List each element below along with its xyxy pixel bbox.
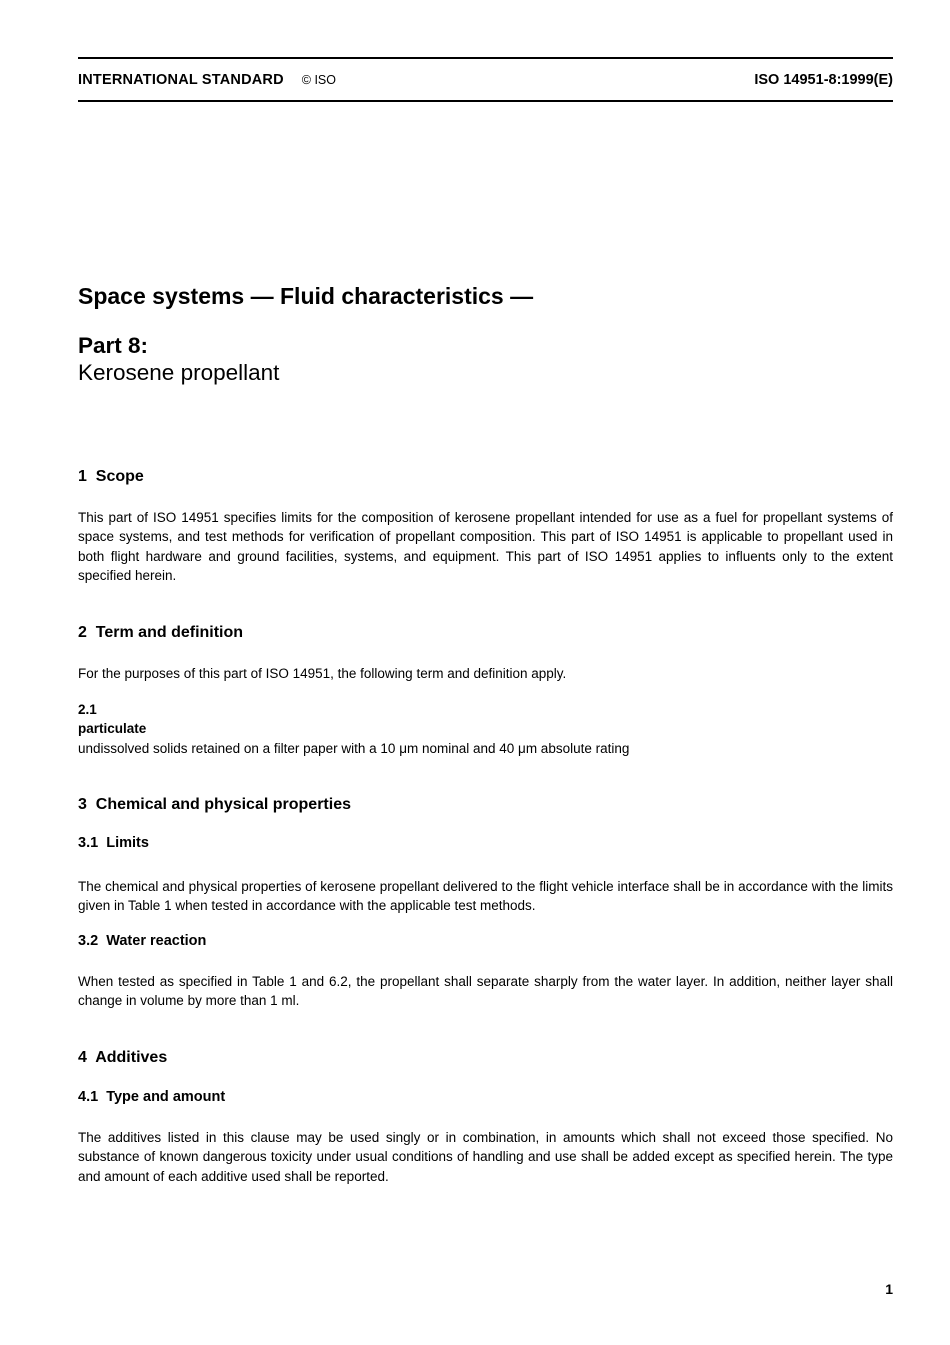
iso-copyright: © ISO: [301, 72, 336, 87]
water-reaction-paragraph: When tested as specified in Table 1 and 6.2, the propellant shall separate sharply from the water layer. In addition, neither layer shall change in volume by more than 1 ml.: [78, 974, 893, 1009]
term-number: 2.1: [78, 702, 97, 717]
scope-paragraph: This part of ISO 14951 specifies limits for the composition of kerosene propellant intended for use as a fuel for propellant systems of space systems, and test methods for verification of propellant composition. This part of ISO 14951 is applicable to propellant used in both flight hardware and ground facilities, systems, and equipment. This part of ISO 14951 applies to influents only to the extent specified herein.: [78, 510, 893, 584]
limits-paragraph: The chemical and physical properties of kerosene propellant delivered to the flight vehicle interface shall be in accordance with the limits given in Table 1 when tested in accordance with the applicable test methods.: [78, 879, 893, 914]
heading-additives: 4 Additives: [78, 1049, 168, 1066]
document-reference: ISO 14951-8:1999(E): [754, 71, 893, 88]
type-amount-paragraph: The additives listed in this clause may be used singly or in combination, in amounts which shall not exceed those specified. No substance of known dangerous toxicity under usual conditions of handling and use shall be added except as specified herein. The type and amount of each additive used shall be reported.: [78, 1130, 893, 1184]
document-title: Space systems — Fluid characteristics —: [78, 283, 534, 309]
term-definition-block: [78, 700, 893, 758]
terms-intro-paragraph: For the purposes of this part of ISO 14951, the following term and definition apply.: [78, 666, 567, 681]
heading-type-amount: 4.1 Type and amount: [78, 1089, 226, 1105]
heading-limits: 3.1 Limits: [78, 835, 149, 851]
header-left-group: [78, 72, 336, 88]
title-part-block: [78, 332, 893, 386]
term-name: particulate: [78, 721, 147, 737]
part-subtitle: Kerosene propellant: [78, 360, 280, 385]
heading-water-reaction: 3.2 Water reaction: [78, 933, 207, 949]
page-number: 1: [885, 1281, 893, 1297]
heading-terms: 2 Term and definition: [78, 624, 244, 641]
part-number: Part 8:: [78, 333, 149, 358]
term-definition: undissolved solids retained on a filter paper with a 10 μm nominal and 40 μm absolute rating: [78, 740, 630, 756]
document-type-label: INTERNATIONAL STANDARD: [78, 71, 284, 88]
heading-properties: 3 Chemical and physical properties: [78, 796, 351, 813]
page-header: [78, 57, 893, 102]
heading-scope: 1 Scope: [78, 468, 144, 485]
